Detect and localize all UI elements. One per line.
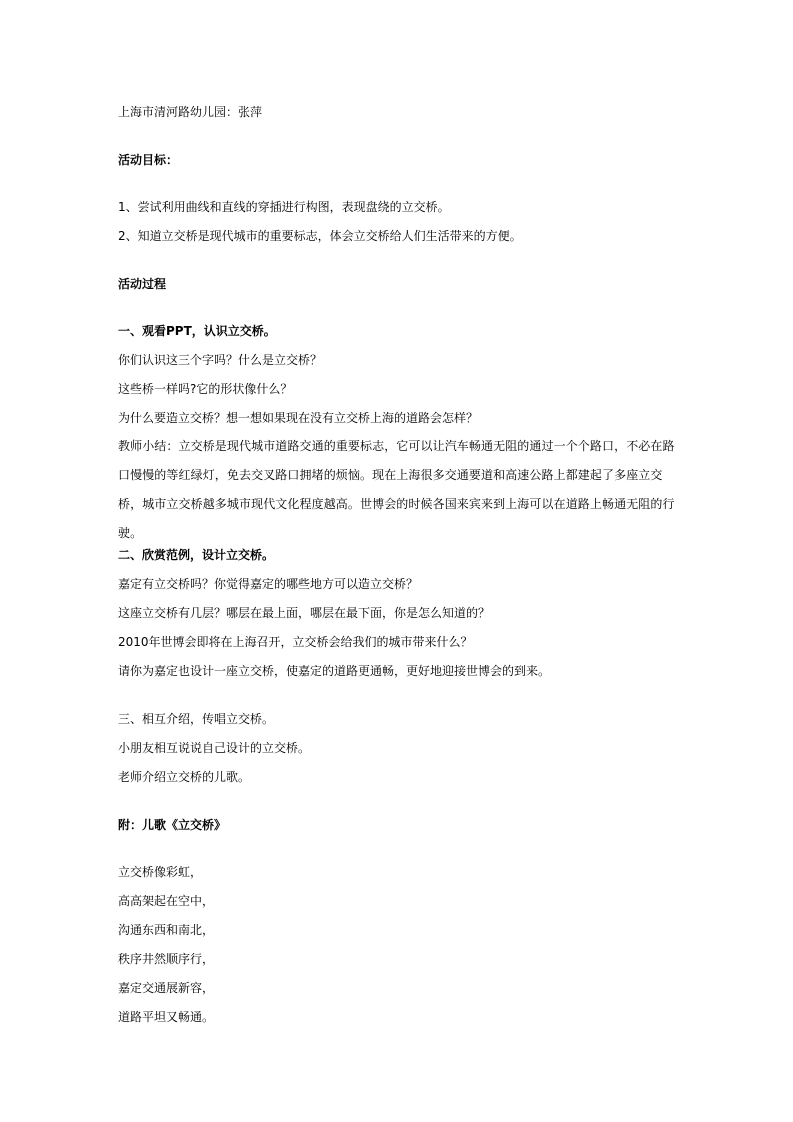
document-page (118, 0, 678, 1122)
section2-question-1: 嘉定有立交桥吗？你觉得嘉定的哪些地方可以造立交桥？ (118, 577, 419, 591)
goal-item-2: 2、知道立交桥是现代城市的重要标志，体会立交桥给人们生活带来的方便。 (118, 229, 522, 243)
section1-title: 一、观看PPT，认识立交桥。 (118, 324, 276, 338)
section2-title: 二、欣赏范例，设计立交桥。 (118, 548, 275, 562)
section1-question-2: 这些桥一样吗?它的形状像什么？ (118, 382, 293, 396)
section2-question-4: 请你为嘉定也设计一座立交桥，使嘉定的道路更通畅，更好地迎接世博会的到来。 (118, 664, 551, 678)
goals-heading: 活动目标： (118, 153, 179, 167)
section3-title: 三、相互介绍，传唱立交桥。 (118, 712, 275, 726)
poem-line-4: 秩序井然顺序行， (118, 952, 215, 966)
section3-line-2: 老师介绍立交桥的儿歌。 (118, 770, 251, 784)
section1-question-1: 你们认识这三个字吗？什么是立交桥？ (118, 353, 323, 367)
section1-question-3: 为什么要造立交桥？想一想如果现在没有立交桥上海的道路会怎样？ (118, 411, 479, 425)
poem-line-3: 沟通东西和南北， (118, 923, 215, 937)
goal-item-1: 1、尝试利用曲线和直线的穿插进行构图，表现盘绕的立交桥。 (118, 200, 450, 214)
poem-line-5: 嘉定交通展新容， (118, 981, 215, 995)
section1-summary: 教师小结：立交桥是现代城市道路交通的重要标志，它可以让汽车畅通无阻的通过一个个路口，不必在路口慢慢的等红绿灯，免去交叉路口拥堵的烦恼。现在上海很多交通要道和高速公路上都建起了多座立交桥，城市立交桥越多城市现代文化程度越高。世博会的时候各国来宾来到上海可以在道路上畅通无阻的行驶。 (118, 439, 675, 540)
section3-line-1: 小朋友相互说说自己设计的立交桥。 (118, 741, 311, 755)
appendix-title: 附：儿歌《立交桥》 (118, 818, 227, 832)
author-line: 上海市清河路幼儿园：张萍 (118, 105, 263, 119)
poem-line-1: 立交桥像彩虹， (118, 865, 203, 879)
section2-question-2: 这座立交桥有几层？哪层在最上面，哪层在最下面，你是怎么知道的？ (118, 606, 491, 620)
poem-line-2: 高高架起在空中， (118, 894, 215, 908)
poem-line-6: 道路平坦又畅通。 (118, 1010, 215, 1024)
process-heading: 活动过程 (118, 277, 167, 291)
section2-question-3: 2010年世博会即将在上海召开，立交桥会给我们的城市带来什么？ (118, 635, 473, 649)
